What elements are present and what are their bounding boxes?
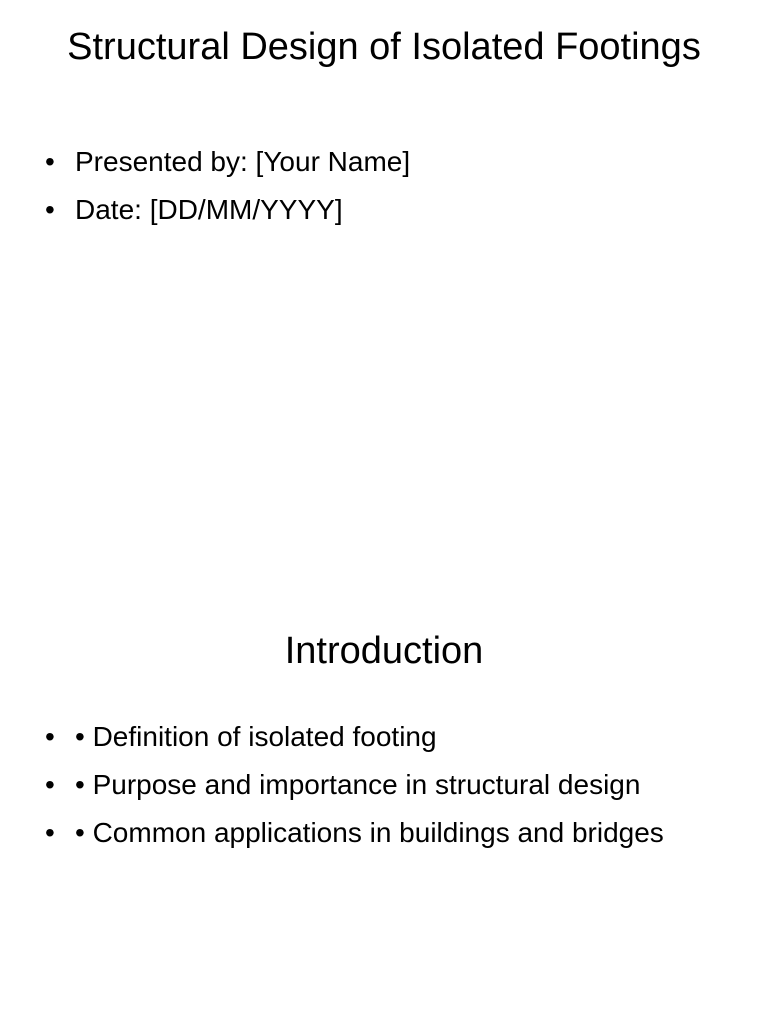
bullet-text: • Purpose and importance in structural design (75, 769, 641, 800)
list-item (40, 764, 730, 805)
bullet-text: • Definition of isolated footing (75, 721, 437, 752)
bullet-icon: • (45, 817, 55, 848)
slide-title: Structural Design of Isolated Footings (67, 26, 701, 68)
bullet-icon: • (45, 194, 55, 225)
list-item (40, 141, 730, 182)
bullet-list (40, 716, 730, 860)
bullet-list (40, 141, 730, 237)
bullet-icon: • (45, 721, 55, 752)
bullet-icon: • (45, 769, 55, 800)
bullet-text: • Common applications in buildings and bridges (75, 817, 664, 848)
list-item (40, 716, 730, 757)
list-item (40, 189, 730, 230)
bullet-icon: • (45, 146, 55, 177)
slide-introduction (0, 576, 768, 1024)
bullet-text: Date: [DD/MM/YYYY] (75, 194, 343, 225)
bullet-text: Presented by: [Your Name] (75, 146, 411, 177)
slide-title: Introduction (284, 630, 484, 672)
list-item (40, 812, 730, 853)
